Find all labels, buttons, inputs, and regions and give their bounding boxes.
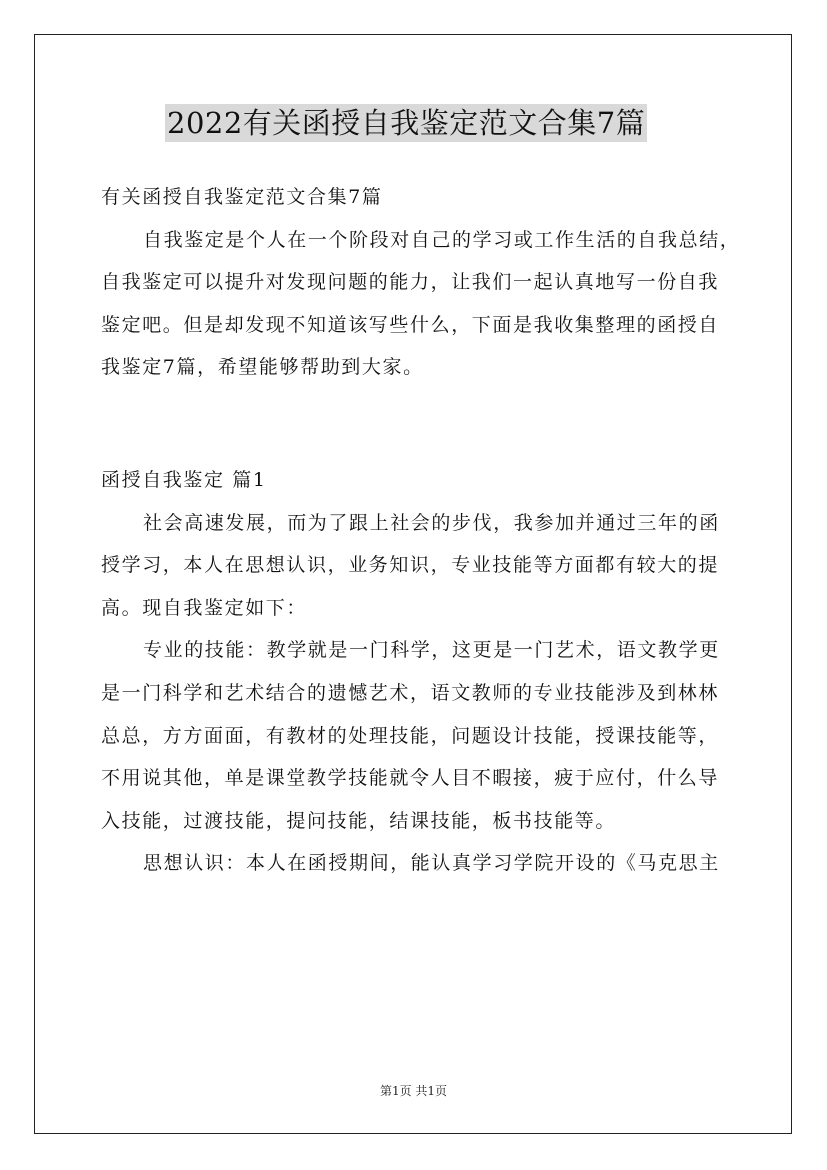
- paragraph-line: 授学习，本人在思想认识，业务知识，专业技能等方面都有较大的提: [101, 554, 720, 577]
- paragraph-line: 思想认识：本人在函授期间，能认真学习学院开设的《马克思主: [143, 852, 720, 875]
- paragraph-line: 专业的技能：教学就是一门科学，这更是一门艺术，语文教学更: [143, 639, 720, 662]
- spacer: [101, 389, 731, 459]
- paragraph-line: 是一门科学和艺术结合的遗憾艺术，语文教师的专业技能涉及到林林: [101, 681, 720, 704]
- section-heading: 函授自我鉴定 篇1: [101, 468, 267, 491]
- intro-line: 自我鉴定是个人在一个阶段对自己的学习或工作生活的自我总结，: [143, 228, 741, 251]
- paragraph-line: 不用说其他，单是课堂教学技能就令人目不暇接，疲于应付，什么导: [101, 767, 720, 790]
- paragraph-line: 社会高速发展，而为了跟上社会的步伐，我参加并通过三年的函: [143, 511, 720, 534]
- document-title: 2022有关函授自我鉴定范文合集7篇: [167, 106, 646, 140]
- document-subtitle: 有关函授自我鉴定范文合集7篇: [101, 186, 383, 208]
- document-body: [101, 176, 741, 885]
- intro-line: 自我鉴定可以提升对发现问题的能力，让我们一起认真地写一份自我: [101, 271, 720, 294]
- paragraph-line: 高。现自我鉴定如下：: [101, 596, 308, 619]
- intro-line: 我鉴定7篇，希望能够帮助到大家。: [101, 356, 424, 379]
- page-footer: 第1页 共1页: [379, 1084, 448, 1098]
- paragraph-line: 总总，方方面面，有教材的处理技能，问题设计技能，授课技能等，: [101, 724, 720, 747]
- paragraph-line: 入技能，过渡技能，提问技能，结课技能，板书技能等。: [101, 809, 617, 832]
- intro-line: 鉴定吧。但是却发现不知道该写些什么，下面是我收集整理的函授自: [101, 313, 720, 336]
